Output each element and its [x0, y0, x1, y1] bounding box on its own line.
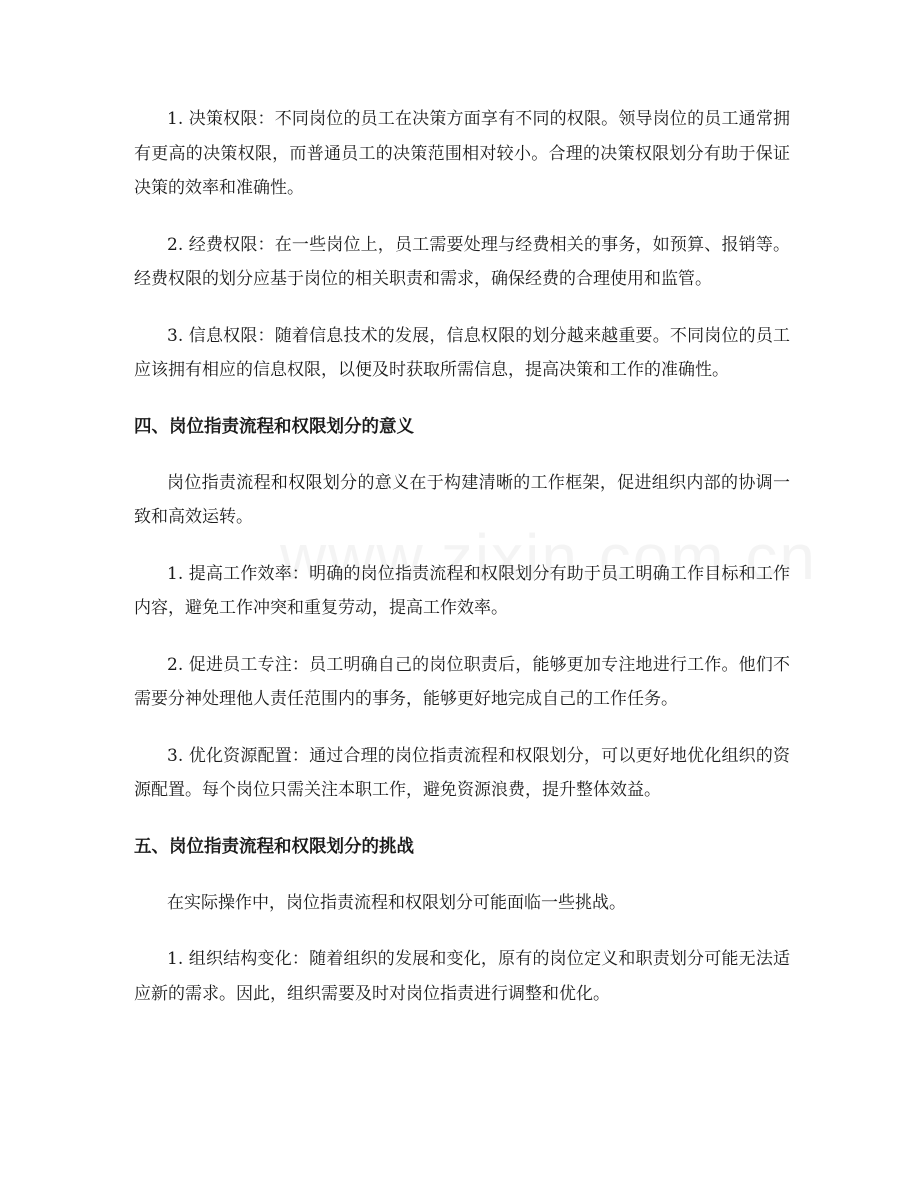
document-page [134, 102, 790, 1033]
paragraph-decision-authority: 1. 决策权限：不同岗位的员工在决策方面享有不同的权限。领导岗位的员工通常拥有更高的决策权限，而普通员工的决策范围相对较小。合理的决策权限划分有助于保证决策的效率和准确性。 [134, 109, 790, 198]
paragraph-budget-authority: 2. 经费权限：在一些岗位上，员工需要处理与经费相关的事务，如预算、报销等。经费权限的划分应基于岗位的相关职责和需求，确保经费的合理使用和监管。 [134, 234, 790, 289]
paragraph-significance-intro: 岗位指责流程和权限划分的意义在于构建清晰的工作框架，促进组织内部的协调一致和高效运转。 [134, 472, 790, 527]
paragraph-optimize-resources: 3. 优化资源配置：通过合理的岗位指责流程和权限划分，可以更好地优化组织的资源配置。每个岗位只需关注本职工作，避免资源浪费，提升整体效益。 [134, 745, 790, 800]
section-heading-challenges: 五、岗位指责流程和权限划分的挑战 [134, 836, 414, 857]
paragraph-org-structure-change: 1. 组织结构变化：随着组织的发展和变化，原有的岗位定义和职责划分可能无法适应新的需求。因此，组织需要及时对岗位指责进行调整和优化。 [134, 949, 790, 1004]
paragraph-information-authority: 3. 信息权限：随着信息技术的发展，信息权限的划分越来越重要。不同岗位的员工应该拥有相应的信息权限，以便及时获取所需信息，提高决策和工作的准确性。 [134, 325, 790, 380]
paragraph-promote-focus: 2. 促进员工专注：员工明确自己的岗位职责后，能够更加专注地进行工作。他们不需要分神处理他人责任范围内的事务，能够更好地完成自己的工作任务。 [134, 654, 790, 709]
paragraph-challenges-intro: 在实际操作中，岗位指责流程和权限划分可能面临一些挑战。 [167, 892, 626, 913]
paragraph-improve-efficiency: 1. 提高工作效率：明确的岗位指责流程和权限划分有助于员工明确工作目标和工作内容，避免工作冲突和重复劳动，提高工作效率。 [134, 563, 790, 618]
section-heading-significance: 四、岗位指责流程和权限划分的意义 [134, 416, 414, 437]
